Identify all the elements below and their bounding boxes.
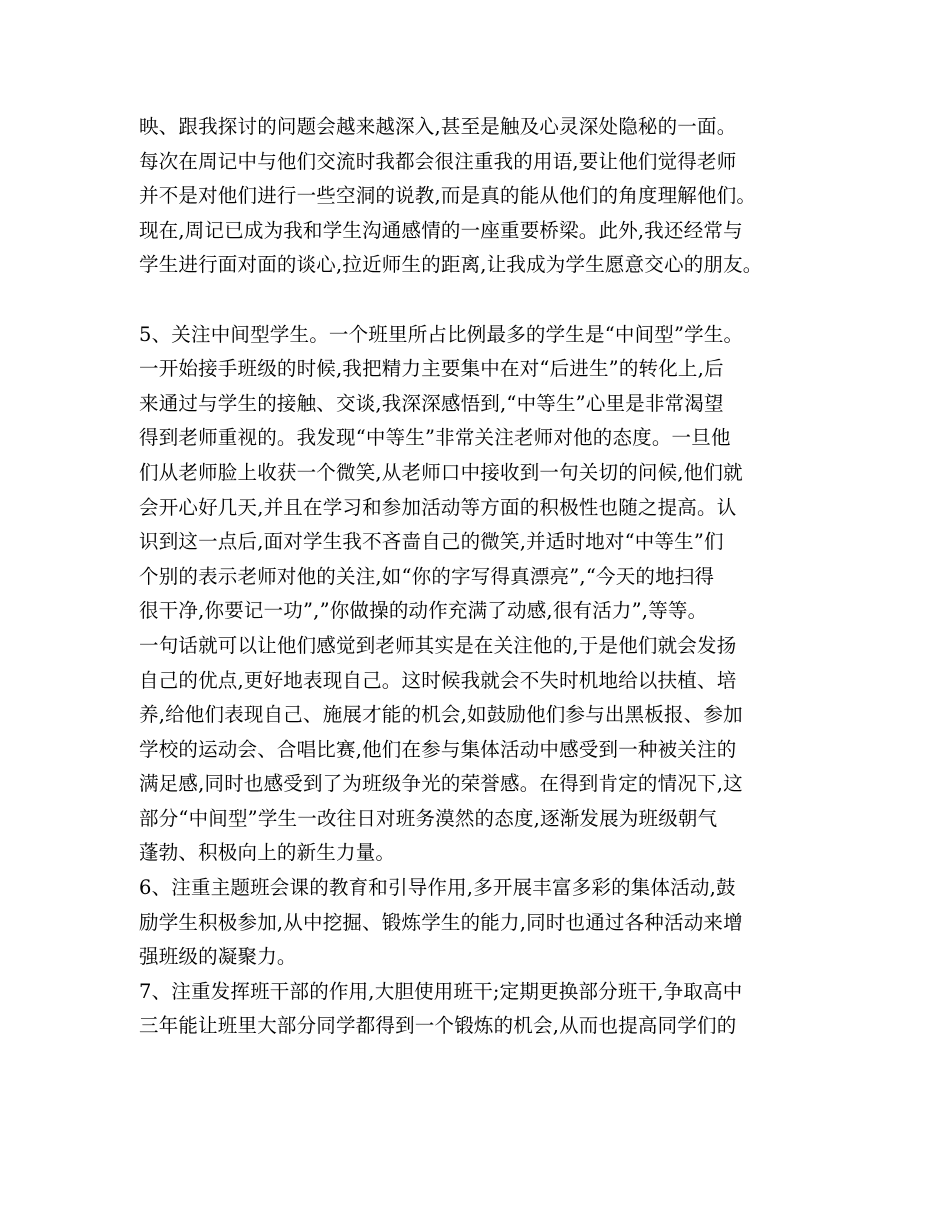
text-line: 强班级的凝聚力。: [139, 945, 297, 969]
paragraph-weekly-journal: [139, 110, 829, 283]
text-line: 识到这一点后,面对学生我不吝啬自己的微笑,并适时地对“中等生”们: [139, 530, 724, 554]
document-body: [139, 110, 829, 1044]
text-line: 映、跟我探讨的问题会越来越深入,甚至是触及心灵深处隐秘的一面。: [139, 115, 737, 138]
text-line: 得到老师重视的。我发现“中等生”非常关注老师对他的态度。一旦他: [139, 426, 731, 450]
text-line: 现在,周记已成为我和学生沟通感情的一座重要桥梁。此外,我还经常与: [139, 218, 743, 242]
text-line: 蓬勃、积极向上的新生力量。: [139, 841, 396, 865]
text-line: 三年能让班里大部分同学都得到一个锻炼的机会,从而也提高同学们的: [139, 1014, 737, 1038]
text-line: 并不是对他们进行一些空洞的说教,而是真的能从他们的角度理解他们。: [139, 184, 757, 208]
text-line: 学校的运动会、合唱比赛,他们在参与集体活动中感受到一种被关注的: [139, 737, 737, 761]
text-line: 一句话就可以让他们感觉到老师其实是在关注他的,于是他们就会发扬: [139, 633, 737, 657]
text-line: 励学生积极参加,从中挖掘、锻炼学生的能力,同时也通过各种活动来增: [139, 910, 743, 934]
text-line: 会开心好几天,并且在学习和参加活动等方面的积极性也随之提高。认: [139, 495, 737, 519]
text-line: 满足感,同时也感受到了为班级争光的荣誉感。在得到肯定的情况下,这: [139, 772, 743, 796]
text-line: 6、注重主题班会课的教育和引导作用,多开展丰富多彩的集体活动,鼓: [139, 876, 736, 900]
paragraph-item-7: [139, 975, 829, 1044]
text-line: 个别的表示老师对他的关注,如“你的字写得真漂亮”,“今天的地扫得: [139, 564, 715, 588]
paragraph-spacer: [139, 283, 829, 318]
text-line: 7、注重发挥班干部的作用,大胆使用班干;定期更换部分班干,争取高中: [139, 979, 743, 1003]
text-line: 自己的优点,更好地表现自己。这时候我就会不失时机地给以扶植、培: [139, 668, 737, 692]
paragraph-item-5: [139, 318, 829, 872]
text-line: 部分“中间型”学生一改往日对班务漠然的态度,逐渐发展为班级朝气: [139, 806, 718, 830]
paragraph-item-6: [139, 871, 829, 975]
text-line: 5、关注中间型学生。一个班里所占比例最多的学生是“中间型”学生。: [139, 322, 744, 346]
text-line: 养,给他们表现自己、施展才能的机会,如鼓励他们参与出黑板报、参加: [139, 703, 743, 727]
text-line: 来通过与学生的接触、交谈,我深深感悟到,“中等生”心里是非常渴望: [139, 391, 724, 415]
text-line: 们从老师脸上收获一个微笑,从老师口中接收到一句关切的问候,他们就: [139, 460, 743, 484]
text-line: 很干净,你要记一功”,”你做操的动作充满了动感,很有活力”,等等。: [139, 599, 708, 623]
text-line: 学生进行面对面的谈心,拉近师生的距离,让我成为学生愿意交心的朋友。: [139, 253, 763, 277]
text-line: 一开始接手班级的时候,我把精力主要集中在对“后进生”的转化上,后: [139, 357, 724, 381]
text-line: 每次在周记中与他们交流时我都会很注重我的用语,要让他们觉得老师: [139, 149, 737, 173]
